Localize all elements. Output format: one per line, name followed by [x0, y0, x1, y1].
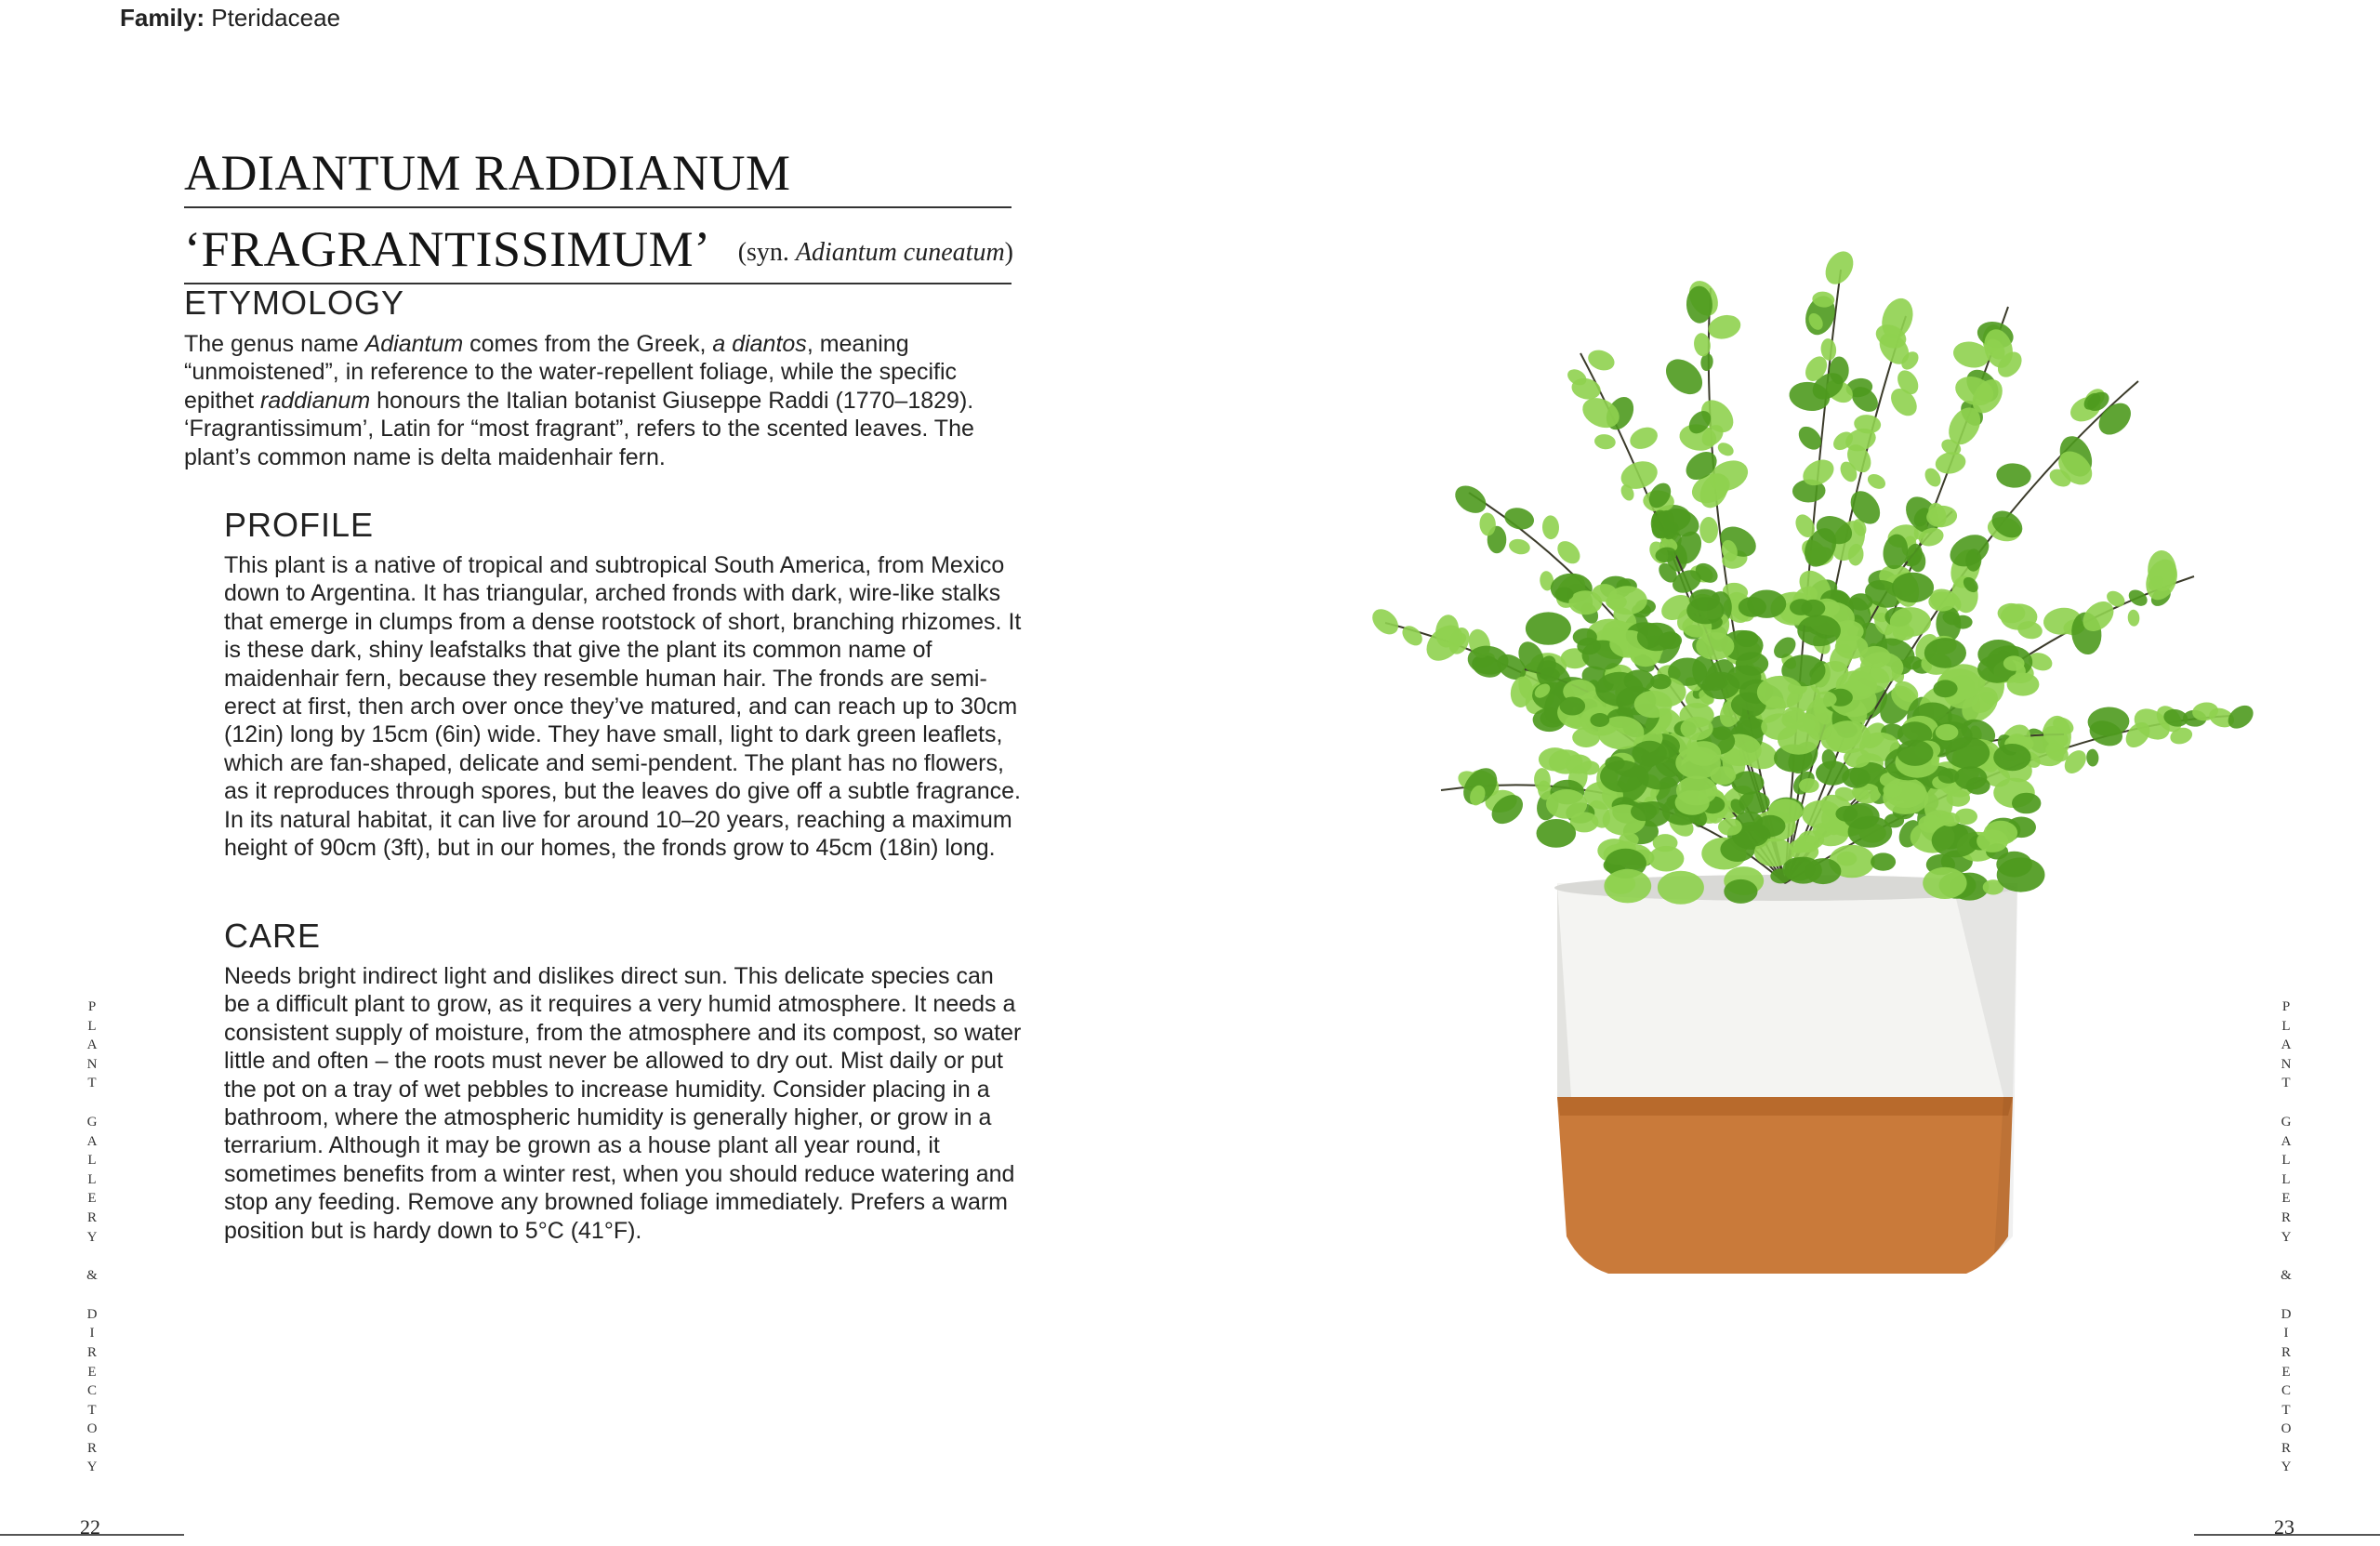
- leaflet: [1739, 597, 1766, 617]
- leaflet: [1560, 697, 1586, 716]
- synonym-name: Adiantum cuneatum: [795, 238, 1005, 267]
- leaflet: [1825, 720, 1871, 753]
- leaflet: [1830, 356, 1849, 384]
- family-label: Family:: [120, 4, 205, 32]
- leaflet: [1554, 536, 1585, 568]
- leaflet: [1757, 676, 1803, 709]
- family-line: [120, 4, 340, 33]
- leaflet: [1936, 724, 1959, 741]
- leaflet: [1681, 717, 1713, 740]
- pot-terracotta-band: [1557, 1097, 2013, 1274]
- leaflet: [1718, 818, 1742, 836]
- leaflet: [2001, 603, 2038, 629]
- leaflet: [1736, 652, 1768, 675]
- leaflet: [1699, 517, 1718, 544]
- leaflet: [1706, 311, 1744, 342]
- leaflet: [1993, 744, 2030, 771]
- leaflet: [1897, 740, 1933, 766]
- leaflet: [1627, 423, 1661, 453]
- leaflet: [1995, 462, 2031, 489]
- leaflet: [1546, 789, 1587, 819]
- leaflet: [1953, 615, 1973, 629]
- leaflet: [2012, 793, 2041, 814]
- leaflet: [1398, 622, 1426, 649]
- care-text: Needs bright indirect light and dislikes direct sun. This delicate species can be a difficult plant to grow, as it requires a very humid atmosphere. It needs a consistent supply of moisture, from the atmosphere and its compost, so water little and often – the roots must never be allowed to dry out. Mist daily or put the pot on a tray of wet pebbles to increase humidity. Consider placing in a bathroom, where the atmospheric humidity is generally higher, or grow in a terrarium. Although it may be grown as a house plant all year round, it sometimes benefits from a winter rest, when you should reduce watering and stop any feeding. Remove any browned foliage immediately. Prefers a warm position but is hardy down to 5°C (41°F).: [224, 963, 1022, 1244]
- leaflet: [1977, 830, 2008, 852]
- leaflet: [1865, 471, 1888, 492]
- synonym: (syn. Adiantum cuneatum): [737, 238, 1013, 267]
- leaflet: [2086, 748, 2099, 766]
- leaflet: [2125, 587, 2149, 610]
- family-value: Pteridaceae: [211, 4, 341, 32]
- leaflet: [1631, 802, 1657, 821]
- leaflet: [1738, 825, 1768, 847]
- leaflet: [1593, 433, 1617, 451]
- leaflet: [1624, 669, 1655, 692]
- leaflet: [1940, 813, 1960, 826]
- leaflet: [1712, 726, 1731, 740]
- leaflet: [1850, 666, 1890, 694]
- leaflet: [2127, 609, 2140, 627]
- leaflet: [1542, 515, 1560, 539]
- leaflet: [1632, 741, 1667, 766]
- pot-white-band: [1557, 883, 2017, 1097]
- leaflet: [1702, 672, 1740, 699]
- leaflet: [1859, 646, 1890, 668]
- leaflet: [1634, 691, 1673, 718]
- leaflet: [1843, 803, 1879, 829]
- leaflet: [1653, 834, 1678, 852]
- leaflet: [1954, 766, 1987, 789]
- plant-photo: [1302, 232, 2268, 1348]
- leaflet: [1802, 800, 1841, 829]
- leaflet: [1450, 480, 1491, 519]
- side-label-right: P L A N T G A L L E R Y & D I R E C T O R Y: [2281, 999, 2292, 1475]
- leaflet: [1607, 586, 1647, 614]
- etymology-text: The genus name Adiantum comes from the Greek, a diantos, meaning “unmoistened”, in reference to the water-repellent foliage, while the specific epithet raddianum honours the Italian botanist Giuseppe Raddi (1770–1829). ‘Fragrantissimum’, Latin for “most fragrant”, refers to the scented leaves. The plant’s common name is delta maidenhair fern.: [184, 331, 974, 470]
- leaflet: [1842, 768, 1871, 788]
- leaflet: [1923, 867, 1966, 899]
- leaflet: [1820, 246, 1859, 289]
- leaflet: [1892, 573, 1934, 603]
- leaflet: [1572, 728, 1600, 747]
- leaflet: [1686, 597, 1724, 624]
- leaflet: [1883, 784, 1902, 798]
- side-label-left: P L A N T G A L L E R Y & D I R E C T O R Y: [86, 999, 98, 1475]
- leaflet: [1676, 776, 1717, 806]
- leaflet: [1736, 630, 1759, 647]
- leaflet: [1605, 756, 1624, 770]
- leaflet: [1947, 789, 1971, 806]
- leaflet: [1797, 615, 1841, 647]
- leaflet: [2003, 655, 2025, 670]
- leaflet: [1805, 858, 1842, 884]
- leaflet: [1696, 632, 1734, 660]
- leaflet: [1997, 857, 2045, 892]
- leaflet: [1554, 588, 1573, 601]
- leaflet: [1715, 440, 1736, 458]
- page-number-left: 22: [80, 1515, 100, 1539]
- leaflet: [2007, 673, 2040, 696]
- leaflet: [1933, 680, 1957, 697]
- profile-text: This plant is a native of tropical and subtropical South America, from Mexico down to Argentina. It has triangular, arched fronds with dark, wire-like stalks that emerge in clumps from a dense rootstock of short, branching rhizomes. It is these dark, shiny leafstalks that give the plant its common name of maidenhair fern, because they resemble human hair. The fronds are semi-erect at first, then arch over once they’ve matured, and can reach up to 30cm (12in) long by 15cm (6in) wide. They have small, light to dark green leaflets, which are fan-shaped, delicate and semi-pendent. The plant has no flowers, as it reproduces through spores, but the leaves do give off a subtle fragrance. In its natural habitat, it can live for around 10–20 years, reaching a maximum height of 90cm (3ft), but in our homes, the fronds grow to 45cm (18in) long.: [224, 552, 1022, 862]
- leaflet: [1368, 604, 1403, 640]
- leaflet: [1849, 593, 1873, 610]
- leaflet: [1580, 760, 1599, 774]
- leaflet: [1837, 852, 1858, 866]
- leaflet: [1801, 600, 1825, 617]
- profile-heading: PROFILE: [224, 506, 375, 544]
- leaflet: [1604, 869, 1651, 904]
- leaflet: [1871, 852, 1896, 870]
- leaflet: [1637, 623, 1676, 652]
- pot: [1554, 875, 2017, 1274]
- leaflet: [1731, 771, 1764, 794]
- leaflet: [1890, 607, 1931, 637]
- leaflet: [1937, 768, 1959, 783]
- leaflet: [1590, 713, 1609, 727]
- care-heading: CARE: [224, 917, 322, 955]
- leaflet: [1658, 871, 1704, 905]
- leaflet: [1537, 819, 1577, 848]
- leaflet: [1924, 638, 1966, 668]
- page-number-right: 23: [2274, 1515, 2294, 1539]
- leaflet: [1724, 879, 1757, 904]
- leaflet: [1507, 537, 1531, 557]
- leaflet: [1815, 692, 1837, 707]
- leaflet: [1526, 612, 1571, 644]
- title-line-1: ADIANTUM RADDIANUM: [184, 132, 1012, 208]
- fern-foliage: [1368, 246, 2258, 905]
- leaflet: [1795, 835, 1820, 852]
- leaflet: [1796, 718, 1816, 732]
- leaflet: [1739, 791, 1769, 813]
- leaflet: [1549, 749, 1583, 773]
- leaflet: [1928, 591, 1956, 611]
- leaflet: [1946, 737, 1990, 769]
- title-line-2: ‘FRAGRANTISSIMUM’: [184, 208, 1012, 284]
- leaflet: [1675, 747, 1721, 779]
- leaflet: [1502, 505, 1537, 533]
- leaflet: [1799, 778, 1819, 793]
- etymology-heading: ETYMOLOGY: [184, 284, 405, 322]
